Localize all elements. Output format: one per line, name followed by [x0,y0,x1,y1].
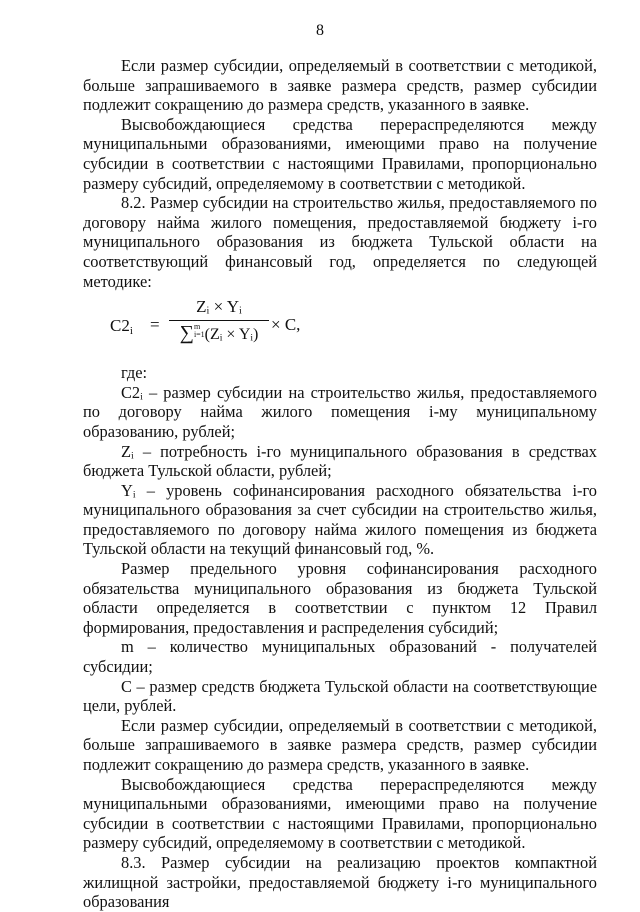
definition-z: Zᵢ – потребность i-го муниципального образования в средствах бюджета Тульской области, рублей; [83,441,597,481]
definition-c: С – размер средств бюджета Тульской области на соответствующие цели, рублей. [83,676,597,716]
formula-numerator: Zᵢ × Yᵢ [196,297,242,317]
sum-lower-limit: i=1 [193,330,205,340]
formula-fraction [169,297,269,345]
paragraph-section-8-2: 8.2. Размер субсидии на строительство жилья, предоставляемого по договору найма жилого помещения, предоставляемой бюджету i-го муниципального образования из бюджета Тульской области на соответствующий финансовый год, определяется по следующей методике: [83,193,597,291]
fraction-bar [169,320,269,321]
denominator-body: (Zᵢ × Yᵢ) [204,326,259,344]
sum-symbol: ∑ [179,322,194,345]
paragraph-reduction-rule-2: Если размер субсидии, определяемый в соответствии с методикой, больше запрашиваемого в заявке размера средств, размер субсидии подлежит сокращению до размера средств, указанного в заявке. [83,715,597,774]
document-body [83,56,597,912]
definition-c2: C2ᵢ – размер субсидии на строительство жилья, предоставляемого по договору найма жилого помещения i-му муниципальному образованию, рублей; [83,382,597,441]
formula-denominator [169,322,269,345]
paragraph-redistribution-rule-2: Высвобождающиеся средства перераспределяются между муниципальными образованиями, имеющими право на получение субсидии в соответствии с настоящими Правилами, пропорционально размеру субсидий, определяемому в соответствии с методикой. [83,774,597,853]
page-number: 8 [316,22,324,39]
definition-y: Yᵢ – уровень софинансирования расходного обязательства i-го муниципального образования за счет субсидии на строительство жилья, предоставляемого по договору найма жилого помещения из бюджета Тульской области на текущий финансовый год, %. [83,480,597,559]
formula-equals: = [150,315,160,335]
formula-rhs: × C, [271,315,301,335]
sum-upper-limit: m [193,322,201,332]
paragraph-reduction-rule: Если размер субсидии, определяемый в соответствии с методикой, больше запрашиваемого в заявке размера средств, размер субсидии подлежит сокращению до размера средств, указанного в заявке. [83,56,597,115]
subsidy-formula [83,297,597,359]
where-label: где: [121,363,148,383]
paragraph-redistribution-rule: Высвобождающиеся средства перераспределяются между муниципальными образованиями, имеющими право на получение субсидии в соответствии с настоящими Правилами, пропорционально размеру субсидий, определяемому в соответствии с методикой. [83,114,597,193]
paragraph-section-8-3: 8.3. Размер субсидии на реализацию проектов компактной жилищной застройки, предоставляемой бюджету i-го муниципального образования [83,852,597,912]
definition-cofinancing-limit: Размер предельного уровня софинансирования расходного обязательства муниципального образования из бюджета Тульской области определяется в соответствии с пунктом 12 Правил формирования, предоставления и распределения субсидий; [83,559,597,637]
definition-m: m – количество муниципальных образований - получателей субсидии; [83,637,597,677]
formula-lhs: $C2_i$ [110,316,133,338]
